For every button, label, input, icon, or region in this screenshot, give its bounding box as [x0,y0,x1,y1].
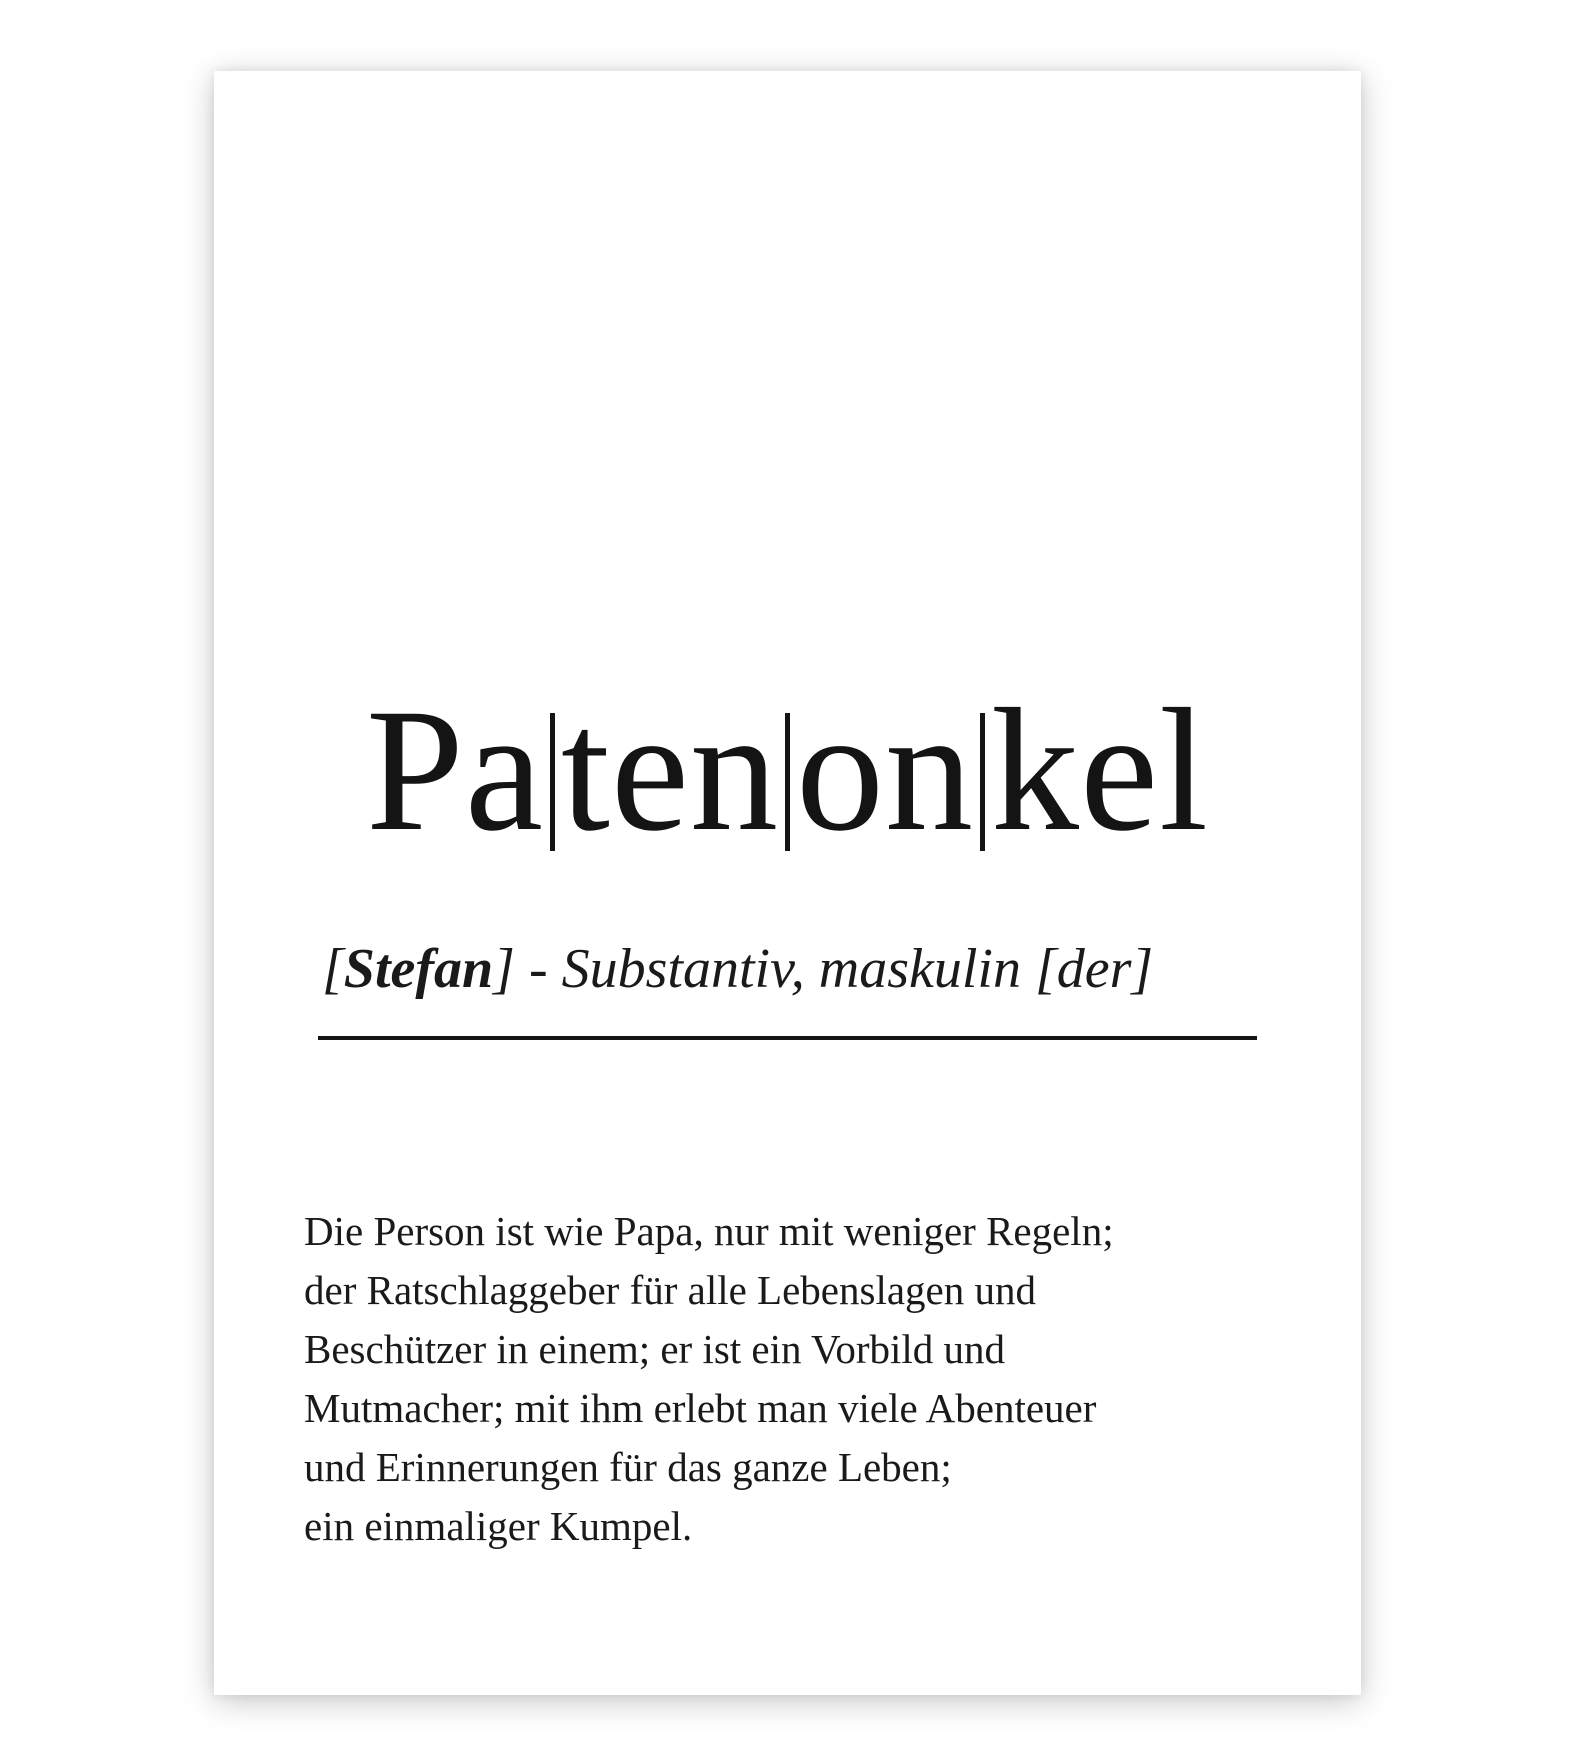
title-syllable: Pa [365,673,544,868]
grammar-info: ] - Substantiv, maskulin [der] [493,938,1154,1000]
syllable-separator [550,713,555,851]
definition-line: und Erinnerungen für das ganze Leben; [304,1444,952,1490]
definition-line: Mutmacher; mit ihm erlebt man viele Abenteuer [304,1385,1097,1431]
title-syllable: on [796,673,974,868]
title-syllable: kel [991,673,1210,868]
word-class-line [322,938,1154,1000]
title-syllable: ten [560,673,779,868]
definition-text [304,1202,1304,1556]
open-bracket: [ [322,938,344,1000]
poster-title [214,673,1361,868]
definition-line: Die Person ist wie Papa, nur mit weniger Regeln; [304,1208,1114,1254]
poster-sheet [214,71,1361,1695]
person-name: Stefan [343,938,494,1000]
syllable-separator [785,713,790,851]
syllable-separator [980,713,985,851]
definition-line: Beschützer in einem; er ist ein Vorbild und [304,1326,1006,1372]
definition-line: der Ratschlaggeber für alle Lebenslagen und [304,1267,1036,1313]
definition-line: ein einmaliger Kumpel. [304,1503,693,1549]
divider-line [318,1036,1257,1040]
